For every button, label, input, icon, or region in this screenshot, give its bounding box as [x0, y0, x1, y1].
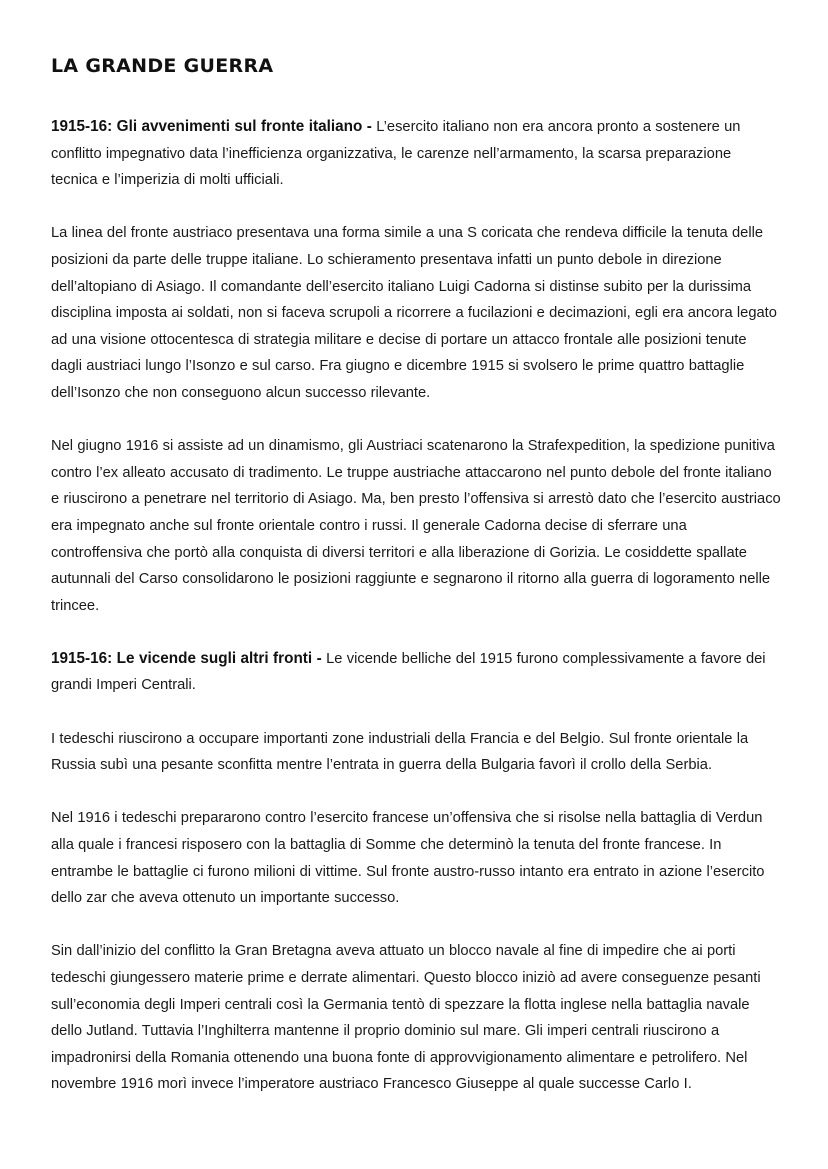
- paragraph-text: L’esercito italiano non era ancora pronto a sostenere un conflitto impegnativo data l’inefficienza organizzativa, le carenze nell’armamento, la scarsa preparazione tecnica e l’imperizia di molti ufficiali.: [51, 119, 741, 189]
- paragraph: Nel 1916 i tedeschi prepararono contro l’esercito francese un’offensiva che si risolse nella battaglia di Verdun alla quale i francesi risposero con la battaglia di Somme che determinò la tenuta del fronte francese. In entrambe le battaglie ci furono milioni di vittime. Sul fronte austro-russo intanto era entrato in azione l’esercito dello zar che aveva ottenuto un importante successo.: [51, 810, 765, 907]
- section-intro-paragraph: [51, 114, 781, 194]
- section-italian-front: [51, 114, 781, 619]
- document-page: [51, 48, 781, 1098]
- paragraph: La linea del fronte austriaco presentava una forma simile a una S coricata che rendeva difficile la tenuta delle posizioni da parte delle truppe italiane. Lo schieramento presentava infatti un punto debole in direzione dell’altopiano di Asiago. Il comandante dell’esercito italiano Luigi Cadorna si distinse subito per la durissima disciplina imposta ai soldati, non si faceva scrupoli a ricorrere a fucilazioni e decimazioni, egli era ancora legato ad una visione ottocentesca di strategia militare e decise di portare un attacco frontale alle posizioni tenute dagli austriaci lungo l’Isonzo e sul carso. Fra giugno e dicembre 1915 si svolsero le prime quattro battaglie dell’Isonzo che non conseguono alcun successo rilevante.: [51, 225, 777, 401]
- paragraph: I tedeschi riuscirono a occupare importanti zone industriali della Francia e del Belgio. Sul fronte orientale la Russia subì una pesante sconfitta mentre l’entrata in guerra della Bulgaria favorì il crollo della Serbia.: [51, 730, 749, 774]
- paragraph: Nel giugno 1916 si assiste ad un dinamismo, gli Austriaci scatenarono la Strafexpedition, la spedizione punitiva contro l’ex alleato accusato di tradimento. Le truppe austriache attaccarono nel punto debole del fronte italiano e riuscirono a penetrare nel territorio di Asiago. Ma, ben presto l’offensiva si arrestò dato che l’esercito austriaco era impegnato anche sul fronte orientale contro i russi. Il generale Cadorna decise di sferrare una controffensiva che portò alla conquista di diversi territori e alla liberazione di Gorizia. Le cosiddette spallate autunnali del Carso consolidarono le posizioni raggiunte e segnarono il ritorno alla guerra di logoramento nelle trincee.: [51, 438, 781, 614]
- paragraph-text: Le vicende belliche del 1915 furono complessivamente a favore dei grandi Imperi Centrali.: [51, 650, 766, 694]
- section-heading: 1915-16: Le vicende sugli altri fronti -: [51, 649, 327, 667]
- section-heading: 1915-16: Gli avvenimenti sul fronte italiano -: [51, 118, 377, 135]
- paragraph: Sin dall’inizio del conflitto la Gran Bretagna aveva attuato un blocco navale al fine di impedire che ai porti tedeschi giungessero materie prime e derrate alimentari. Questo blocco iniziò ad avere conseguenze pesanti sull’economia degli Imperi centrali così la Germania tentò di spezzare la flotta inglese nella battaglia navale dello Jutland. Tuttavia l’Inghilterra mantenne il proprio dominio sul mare. Gli imperi centrali riuscirono a impadronirsi della Romania ottenendo una buona fonte di approvvigionamento alimentare e petrolifero. Nel novembre 1916 morì invece l’imperatore austriaco Francesco Giuseppe al quale successe Carlo I.: [51, 943, 761, 1093]
- section-other-fronts: [51, 646, 781, 1098]
- title-spacer: [51, 84, 781, 114]
- document-title: LA GRANDE GUERRA: [51, 55, 274, 77]
- section-intro-paragraph: [51, 646, 781, 699]
